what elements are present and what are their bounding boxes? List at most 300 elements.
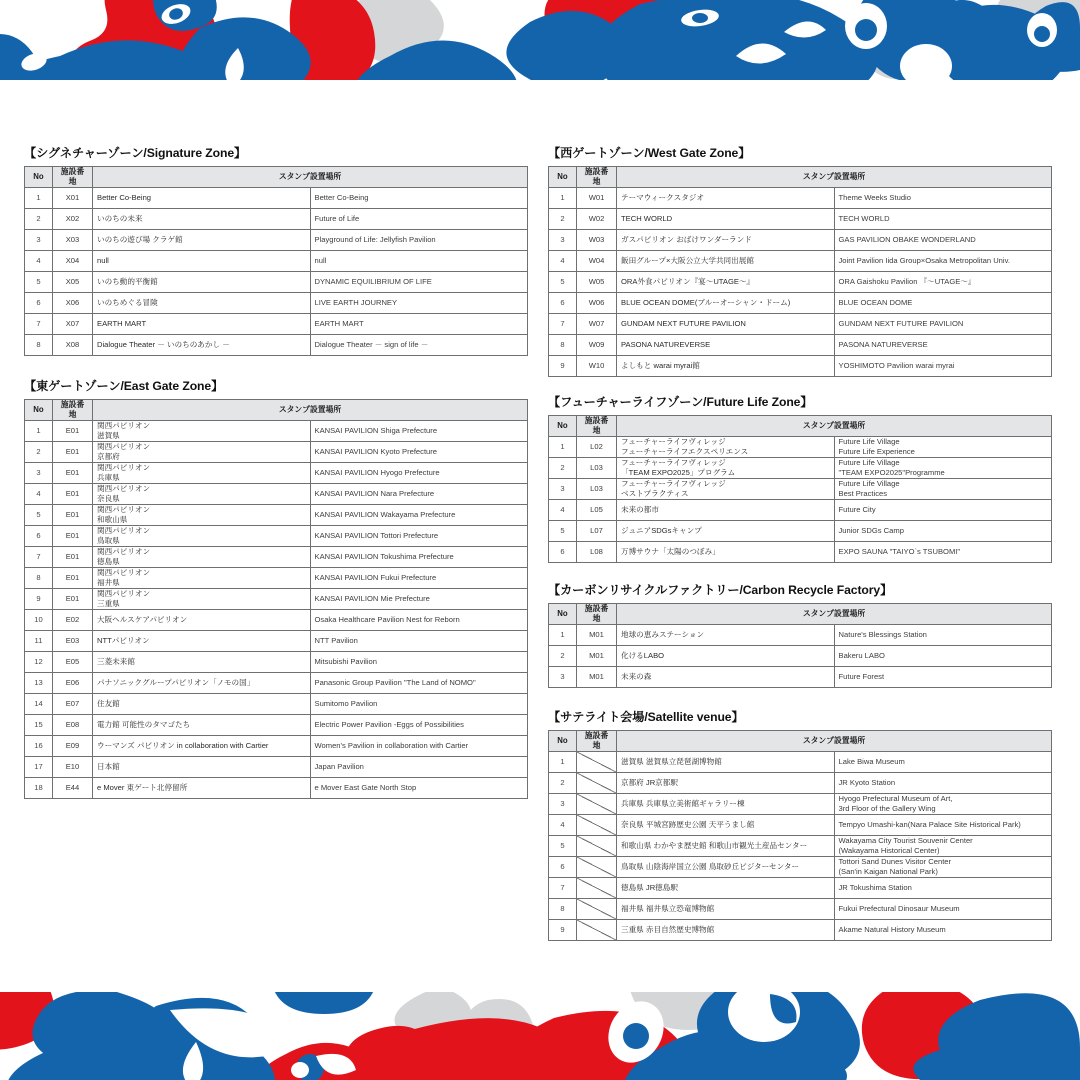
cell-line: JR Tokushima Station: [838, 883, 912, 893]
th-place: スタンプ設置場所: [617, 731, 1052, 752]
table-header-row: [549, 416, 1052, 437]
cell-place-en: [310, 567, 528, 588]
cell-line: 徳島県: [97, 556, 120, 566]
cell-line: JR Kyoto Station: [838, 778, 896, 788]
cell-no: 8: [25, 567, 53, 588]
cell-code: W07: [577, 313, 617, 334]
diagonal-slash-icon: [577, 794, 616, 814]
table-row: [549, 856, 1052, 877]
cell-line: Junior SDGs Camp: [838, 526, 904, 536]
section-east-gate-zone: [24, 377, 528, 799]
th-place: スタンプ設置場所: [93, 400, 528, 421]
cell-line: Better Co-Being: [314, 193, 369, 203]
table-header-row: [25, 167, 528, 188]
cell-line: KANSAI PAVILION Mie Prefecture: [314, 594, 430, 604]
cell-line: 滋賀県 滋賀県立琵琶湖博物館: [621, 757, 722, 767]
cell-no: 2: [25, 208, 53, 229]
cell-code: E09: [53, 735, 93, 756]
table-row: [549, 666, 1052, 687]
table-row: [25, 693, 528, 714]
cell-no: 2: [25, 441, 53, 462]
cell-code: X08: [53, 334, 93, 355]
table-row: [549, 355, 1052, 376]
cell-line: KANSAI PAVILION Tokushima Prefecture: [314, 552, 454, 562]
cell-line: 鳥取県 山陰海岸国立公園 鳥取砂丘ビジターセンター: [621, 862, 800, 872]
cell-line: 関西パビリオン: [97, 442, 151, 452]
section-signature-zone: [24, 144, 528, 356]
cell-code: E07: [53, 693, 93, 714]
th-no: No: [549, 167, 577, 188]
cell-line: テーマウィークスタジオ: [621, 193, 704, 203]
cell-place-ja: [617, 919, 835, 940]
cell-line: ORA外食パビリオン『宴～UTAGE～』: [621, 277, 755, 287]
cell-place-ja: [93, 693, 311, 714]
cell-line: 和歌山県 わかやま歴史館 和歌山市観光土産品センター: [621, 841, 808, 851]
cell-line: GUNDAM NEXT FUTURE PAVILION: [838, 319, 964, 329]
cell-code: E02: [53, 609, 93, 630]
table-row: [25, 525, 528, 546]
table-row: [25, 714, 528, 735]
cell-place-en: [310, 609, 528, 630]
cell-code: W05: [577, 271, 617, 292]
cell-no: 4: [25, 483, 53, 504]
cell-no: 8: [549, 898, 577, 919]
cell-place-ja: [93, 420, 311, 441]
table-body: [549, 624, 1052, 687]
section-future-life-zone: [548, 393, 1052, 563]
table-row: [25, 250, 528, 271]
cell-code: E01: [53, 441, 93, 462]
cell-code: M01: [577, 645, 617, 666]
cell-place-ja: [617, 499, 835, 520]
cell-place-ja: [617, 856, 835, 877]
cell-place-ja: [617, 250, 835, 271]
cell-line: YOSHIMOTO Pavilion warai myrai: [838, 361, 955, 371]
cell-line: PASONA NATUREVERSE: [838, 340, 928, 350]
cell-place-en: [834, 772, 1052, 793]
cell-code: W02: [577, 208, 617, 229]
table-row: [25, 334, 528, 355]
cell-line: GUNDAM NEXT FUTURE PAVILION: [621, 319, 746, 329]
cell-place-en: [834, 271, 1052, 292]
cell-place-en: [834, 250, 1052, 271]
cell-line: Lake Biwa Museum: [838, 757, 905, 767]
cell-code: E01: [53, 546, 93, 567]
table-row: [549, 835, 1052, 856]
table-row: [25, 420, 528, 441]
table-body: [25, 187, 528, 355]
cell-line: TECH WORLD: [838, 214, 890, 224]
cell-place-en: [310, 313, 528, 334]
cell-code-empty-slash: [577, 919, 617, 940]
cell-no: 2: [549, 457, 577, 478]
th-no: No: [549, 604, 577, 625]
cell-place-ja: [617, 334, 835, 355]
cell-place-ja: [93, 588, 311, 609]
cell-line: KANSAI PAVILION Kyoto Prefecture: [314, 447, 438, 457]
cell-no: 4: [25, 250, 53, 271]
cell-place-ja: [93, 630, 311, 651]
cell-line: Tempyo Umashi-kan(Nara Palace Site Historical Park): [838, 820, 1021, 830]
cell-line: 和歌山県: [97, 514, 128, 524]
cell-line: EARTH MART: [314, 319, 364, 329]
table-row: [549, 645, 1052, 666]
cell-place-en: [834, 334, 1052, 355]
cell-no: 11: [25, 630, 53, 651]
cell-line: 徳島県 JR徳島駅: [621, 883, 678, 893]
cell-place-ja: [93, 441, 311, 462]
cell-place-ja: [617, 877, 835, 898]
cell-place-en: [310, 420, 528, 441]
cell-line: 関西パビリオン: [97, 526, 151, 536]
cell-line: EXPO SAUNA "TAIYO`s TSUBOMI": [838, 547, 961, 557]
th-code: 施設番地: [53, 400, 93, 421]
cell-place-en: [310, 525, 528, 546]
cell-place-ja: [617, 229, 835, 250]
cell-no: 9: [549, 919, 577, 940]
cell-no: 9: [25, 588, 53, 609]
cell-no: 8: [25, 334, 53, 355]
cell-place-en: [834, 793, 1052, 814]
cell-code: L05: [577, 499, 617, 520]
cell-line: 3rd Floor of the Gallery Wing: [838, 803, 936, 813]
cell-no: 3: [549, 229, 577, 250]
cell-place-ja: [617, 666, 835, 687]
table-row: [549, 436, 1052, 457]
cell-code-empty-slash: [577, 898, 617, 919]
table-row: [549, 313, 1052, 334]
cell-line: 関西パビリオン: [97, 484, 151, 494]
cell-line: 関西パビリオン: [97, 547, 151, 557]
cell-place-en: [834, 355, 1052, 376]
cell-code: M01: [577, 624, 617, 645]
th-code: 施設番地: [577, 731, 617, 752]
cell-no: 3: [25, 462, 53, 483]
expo-pattern-band-top: [0, 0, 1080, 88]
cell-line: 「TEAM EXPO2025」プログラム: [621, 467, 736, 477]
cell-no: 4: [549, 814, 577, 835]
th-no: No: [549, 731, 577, 752]
cell-line: Tottori Sand Dunes Visitor Center: [838, 857, 952, 867]
cell-no: 2: [549, 772, 577, 793]
cell-line: フューチャーライフヴィレッジ: [621, 458, 726, 468]
th-no: No: [25, 167, 53, 188]
table-body: [549, 751, 1052, 940]
cell-no: 7: [549, 877, 577, 898]
cell-place-ja: [617, 541, 835, 562]
cell-line: 福井県 福井県立恐竜博物館: [621, 904, 715, 914]
diagonal-slash-icon: [577, 773, 616, 793]
cell-place-en: [834, 229, 1052, 250]
cell-place-en: [310, 546, 528, 567]
cell-line: (Wakayama Historical Center): [838, 845, 940, 855]
cell-line: フューチャーライフヴィレッジ: [621, 437, 726, 447]
cell-line: Osaka Healthcare Pavilion Nest for Reborn: [314, 615, 460, 625]
cell-code: X02: [53, 208, 93, 229]
cell-line: GAS PAVILION OBAKE WONDERLAND: [838, 235, 976, 245]
cell-code: E03: [53, 630, 93, 651]
cell-line: PASONA NATUREVERSE: [621, 340, 711, 350]
diagonal-slash-icon: [577, 752, 616, 772]
cell-line: null: [314, 256, 327, 266]
table-row: [25, 187, 528, 208]
cell-code-empty-slash: [577, 814, 617, 835]
table-row: [25, 567, 528, 588]
cell-line: フューチャーライフヴィレッジ: [621, 479, 726, 489]
cell-place-ja: [617, 898, 835, 919]
cell-line: Electric Power Pavilion -Eggs of Possibilities: [314, 720, 464, 730]
cell-place-en: [834, 919, 1052, 940]
table-row: [549, 814, 1052, 835]
cell-line: NTT Pavilion: [314, 636, 358, 646]
cell-place-ja: [617, 645, 835, 666]
cell-code: W04: [577, 250, 617, 271]
cell-line: よしもと warai myrai館: [621, 361, 700, 371]
table-row: [25, 609, 528, 630]
cell-line: 関西パビリオン: [97, 589, 151, 599]
cell-place-ja: [93, 777, 311, 798]
cell-code: L02: [577, 436, 617, 457]
cell-no: 3: [25, 229, 53, 250]
cell-line: Future Life Village: [838, 437, 900, 447]
cell-no: 18: [25, 777, 53, 798]
cell-code: E01: [53, 504, 93, 525]
cell-place-en: [310, 630, 528, 651]
cell-place-ja: [617, 355, 835, 376]
cell-place-ja: [93, 504, 311, 525]
cell-place-en: [834, 856, 1052, 877]
cell-line: いのちめぐる冒険: [97, 298, 158, 308]
cell-line: Akame Natural History Museum: [838, 925, 946, 935]
cell-place-en: [310, 756, 528, 777]
cell-place-en: [834, 187, 1052, 208]
cell-place-en: [834, 877, 1052, 898]
th-no: No: [549, 416, 577, 437]
cell-place-en: [310, 735, 528, 756]
section-title-east-gate-zone: 【東ゲートゾーン/East Gate Zone】: [24, 379, 224, 393]
cell-no: 6: [25, 525, 53, 546]
expo-pattern-band-bottom: [0, 990, 1080, 1080]
th-no: No: [25, 400, 53, 421]
cell-line: Joint Pavilion Iida Group×Osaka Metropolitan Univ.: [838, 256, 1010, 266]
cell-place-ja: [93, 334, 311, 355]
cell-line: KANSAI PAVILION Nara Prefecture: [314, 489, 435, 499]
cell-line: DYNAMIC EQUILIBRIUM OF LIFE: [314, 277, 432, 287]
cell-line: 三重県: [97, 598, 120, 608]
cell-line: Future Life Village: [838, 458, 900, 468]
cell-line: "TEAM EXPO2025"Programme: [838, 467, 945, 477]
cell-no: 9: [549, 355, 577, 376]
th-place: スタンプ設置場所: [93, 167, 528, 188]
cell-line: Hyogo Prefectural Museum of Art,: [838, 794, 953, 804]
cell-code: W03: [577, 229, 617, 250]
cell-code-empty-slash: [577, 793, 617, 814]
cell-no: 1: [549, 187, 577, 208]
diagonal-slash-icon: [577, 815, 616, 835]
cell-line: いのちの遊び場 クラゲ館: [97, 235, 183, 245]
table-row: [25, 756, 528, 777]
cell-line: Future of Life: [314, 214, 360, 224]
cell-line: 兵庫県: [97, 472, 120, 482]
cell-line: KANSAI PAVILION Fukui Prefecture: [314, 573, 437, 583]
table-row: [549, 271, 1052, 292]
table-row: [25, 546, 528, 567]
cell-code: L07: [577, 520, 617, 541]
cell-line: 未来の都市: [621, 505, 659, 515]
cell-line: 化けるLABO: [621, 651, 665, 661]
table-header-row: [25, 400, 528, 421]
cell-place-ja: [93, 525, 311, 546]
cell-place-ja: [617, 793, 835, 814]
cell-place-ja: [93, 250, 311, 271]
cell-no: 1: [549, 624, 577, 645]
cell-code-empty-slash: [577, 835, 617, 856]
cell-place-en: [834, 499, 1052, 520]
table-row: [549, 187, 1052, 208]
table-row: [25, 735, 528, 756]
cell-line: NTTパビリオン: [97, 636, 150, 646]
cell-line: LIVE EARTH JOURNEY: [314, 298, 398, 308]
cell-place-en: [310, 334, 528, 355]
cell-line: Dialogue Theater － sign of life －: [314, 340, 429, 350]
cell-no: 1: [549, 436, 577, 457]
cell-place-ja: [617, 814, 835, 835]
cell-code: E05: [53, 651, 93, 672]
cell-code: E44: [53, 777, 93, 798]
table-row: [549, 919, 1052, 940]
cell-no: 3: [549, 478, 577, 499]
cell-line: 飯田グループ×大阪公立大学共同出展館: [621, 256, 754, 266]
cell-code: L03: [577, 457, 617, 478]
cell-code: E01: [53, 462, 93, 483]
cell-place-en: [834, 436, 1052, 457]
table-row: [25, 630, 528, 651]
cell-line: フューチャーライフエクスペリエンス: [621, 446, 749, 456]
table-header-row: [549, 604, 1052, 625]
table-row: [549, 793, 1052, 814]
cell-line: Women's Pavilion in collaboration with Cartier: [314, 741, 469, 751]
cell-place-en: [834, 292, 1052, 313]
cell-no: 15: [25, 714, 53, 735]
cell-line: Playground of Life: Jellyfish Pavilion: [314, 235, 436, 245]
th-code: 施設番地: [577, 604, 617, 625]
cell-no: 3: [549, 666, 577, 687]
cell-place-ja: [617, 271, 835, 292]
cell-no: 5: [549, 271, 577, 292]
cell-code-empty-slash: [577, 751, 617, 772]
cell-line: ガスパビリオン おばけワンダーランド: [621, 235, 752, 245]
section-title-west-gate-zone: 【西ゲートゾーン/West Gate Zone】: [548, 146, 751, 160]
cell-line: 関西パビリオン: [97, 568, 151, 578]
cell-no: 17: [25, 756, 53, 777]
table-row: [25, 483, 528, 504]
cell-line: 鳥取県: [97, 535, 120, 545]
cell-place-en: [834, 520, 1052, 541]
cell-place-ja: [93, 229, 311, 250]
table-row: [25, 462, 528, 483]
table-east-gate-zone: [24, 399, 528, 799]
section-carbon-recycle-factory: [548, 581, 1052, 688]
cell-place-en: [834, 814, 1052, 835]
table-west-gate-zone: [548, 166, 1052, 377]
cell-code: M01: [577, 666, 617, 687]
table-row: [25, 271, 528, 292]
table-row: [549, 292, 1052, 313]
cell-place-ja: [617, 478, 835, 499]
cell-no: 16: [25, 735, 53, 756]
cell-line: 万博サウナ「太陽のつぼみ」: [621, 547, 720, 557]
cell-line: Dialogue Theater － いのちのあかし －: [97, 340, 230, 350]
cell-no: 5: [25, 271, 53, 292]
cell-line: 三菱未来館: [97, 657, 135, 667]
table-row: [549, 208, 1052, 229]
cell-code: E01: [53, 420, 93, 441]
table-row: [549, 250, 1052, 271]
table-row: [549, 877, 1052, 898]
cell-code: W09: [577, 334, 617, 355]
table-row: [549, 457, 1052, 478]
cell-code-empty-slash: [577, 772, 617, 793]
cell-line: KANSAI PAVILION Tottori Prefecture: [314, 531, 439, 541]
cell-place-ja: [617, 457, 835, 478]
th-code: 施設番地: [53, 167, 93, 188]
cell-place-ja: [617, 436, 835, 457]
cell-no: 8: [549, 334, 577, 355]
cell-line: いのち動的平衡館: [97, 277, 158, 287]
table-row: [25, 229, 528, 250]
table-body: [549, 187, 1052, 376]
table-row: [25, 504, 528, 525]
table-row: [25, 292, 528, 313]
table-row: [549, 624, 1052, 645]
cell-line: 奈良県: [97, 493, 120, 503]
cell-place-en: [310, 777, 528, 798]
cell-place-en: [310, 271, 528, 292]
cell-place-ja: [93, 651, 311, 672]
table-row: [549, 499, 1052, 520]
table-row: [25, 672, 528, 693]
cell-line: Wakayama City Tourist Souvenir Center: [838, 836, 973, 846]
cell-no: 2: [549, 208, 577, 229]
cell-no: 1: [25, 420, 53, 441]
cell-line: 住友館: [97, 699, 120, 709]
cell-code: X03: [53, 229, 93, 250]
table-signature-zone: [24, 166, 528, 356]
cell-place-ja: [617, 835, 835, 856]
cell-line: null: [97, 256, 109, 266]
cell-place-en: [310, 250, 528, 271]
cell-line: Better Co-Being: [97, 193, 152, 203]
cell-place-ja: [93, 187, 311, 208]
cell-line: Future Forest: [838, 672, 885, 682]
cell-place-ja: [617, 292, 835, 313]
cell-line: Nature's Blessings Station: [838, 630, 927, 640]
tables-content: [0, 88, 1080, 990]
cell-place-en: [310, 693, 528, 714]
cell-line: Best Practices: [838, 488, 888, 498]
section-title-future-life-zone: 【フューチャーライフゾーン/Future Life Zone】: [548, 395, 813, 409]
cell-line: パナソニックグループパビリオン「ノモの国」: [97, 678, 255, 688]
table-row: [549, 541, 1052, 562]
cell-place-en: [310, 208, 528, 229]
table-row: [549, 520, 1052, 541]
table-row: [25, 588, 528, 609]
cell-line: TECH WORLD: [621, 214, 673, 224]
diagonal-slash-icon: [577, 836, 616, 856]
cell-place-en: [834, 208, 1052, 229]
table-row: [549, 478, 1052, 499]
cell-code: E01: [53, 588, 93, 609]
